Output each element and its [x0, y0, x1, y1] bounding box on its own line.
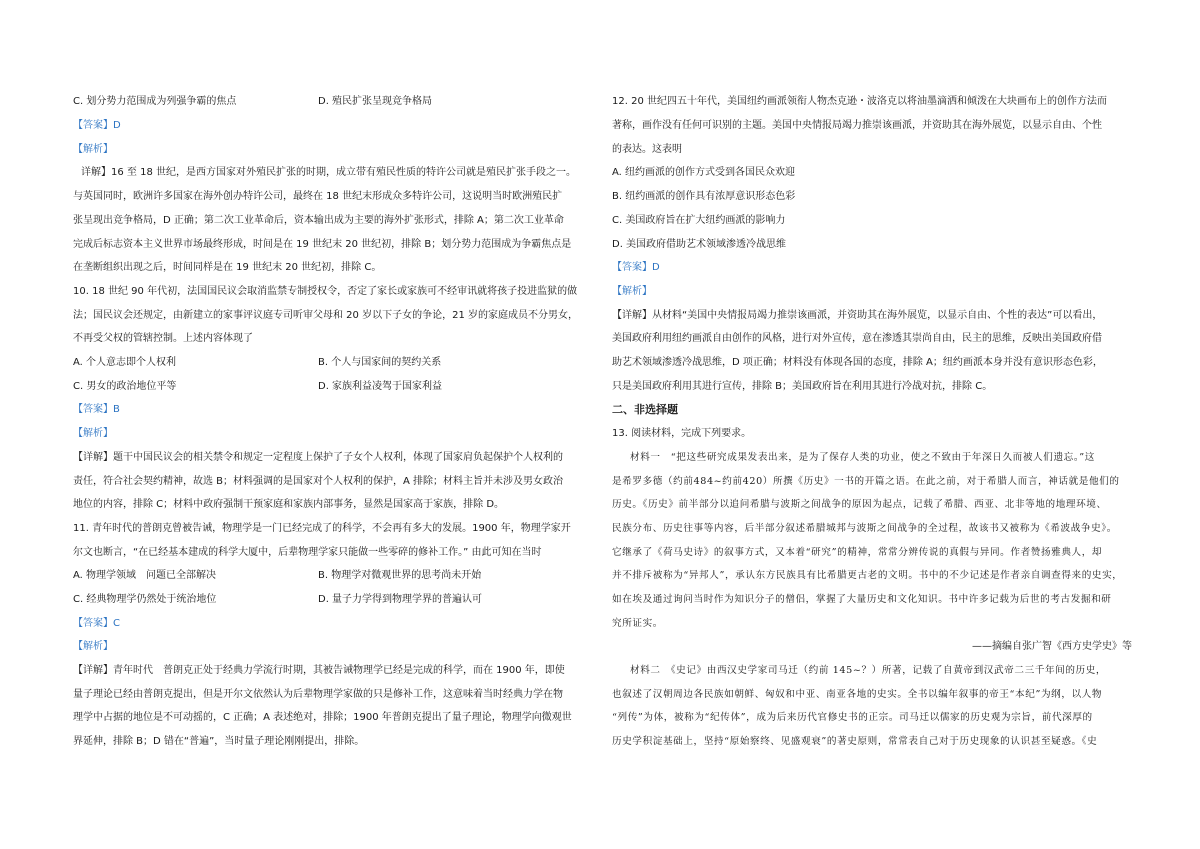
q10-option-d: D. 家族利益凌驾于国家利益: [318, 381, 443, 392]
material2-line: 也叙述了汉朝周边各民族如朝鲜、匈奴和中亚、南亚各地的史实。全书以编年叙事的帝王“本纪”为纲，以人物: [612, 689, 1103, 700]
q12-stem-line: 的表达。这表明: [612, 144, 682, 155]
material1-line: 历史。《历史》前半部分以追问希腊与波斯之间战争的原因为起点，记载了希腊、西亚、北非等地的地理环境、: [612, 499, 1107, 510]
q10-stem-line: 不再受父权的管辖控制。上述内容体现了: [73, 333, 253, 344]
q9-option-c: C. 划分势力范围成为列强争霸的焦点: [73, 96, 237, 107]
q11-detail-line: 理学中占据的地位是不可动摇的，C 正确；A 表述绝对，排除；1900 年普朗克提出了量子理论，物理学向微观世: [73, 712, 572, 723]
q12-option-d: D. 美国政府借助艺术领域渗透冷战思维: [612, 239, 787, 250]
q9-detail-line: 与英国同时，欧洲许多国家在海外创办特许公司，最终在 18 世纪末形成众多特许公司，这说明当时欧洲殖民扩: [73, 191, 563, 202]
q10-option-c: C. 男女的政治地位平等: [73, 381, 177, 392]
q10-analysis-tag: 【解析】: [73, 428, 113, 439]
q10-stem-line: 法；国民议会还规定，由新建立的家事评议庭专司听审父母和 20 岁以下子女的争论，21 岁的家庭成员不分男女，: [73, 310, 578, 321]
q11-option-d: D. 量子力学得到物理学界的普遍认可: [318, 594, 483, 605]
q9-detail-line: 在垄断组织出现之后，时间同样是在 19 世纪末 20 世纪初，排除 C。: [73, 262, 382, 273]
q9-detail-line: 完成后标志资本主义世界市场最终形成，时间是在 19 世纪末 20 世纪初，排除 B；划分势力范围成为争霸焦点是: [73, 239, 572, 250]
material1-line: 并不排斥被称为“异邦人”，承认东方民族具有比希腊更古老的文明。书中的不少记述是作者亲自调查得来的史实，: [612, 570, 1123, 581]
q11-detail-line: 量子理论已经由普朗克提出，但是开尔文依然认为后辈物理学家做的只是修补工作，这意味着当时经典力学在物: [73, 689, 563, 700]
material2-line: 材料二 《史记》由西汉史学家司马迁（约前 145~？）所著，记载了自黄帝到汉武帝二三千年间的历史，: [630, 665, 1107, 676]
q11-stem-line: 尔文也断言，“在已经基本建成的科学大厦中，后辈物理学家只能做一些零碎的修补工作。” 由此可知在当时: [73, 547, 542, 558]
q12-detail-line: 【详解】从材料“美国中央情报局竭力推崇该画派，并资助其在海外展览，以显示自由、个性的表达”可以看出，: [612, 310, 1103, 321]
q11-answer: 【答案】C: [73, 618, 120, 629]
q12-stem-line: 著称，画作没有任何可识别的主题。美国中央情报局竭力推崇该画派，并资助其在海外展览，以显示自由、个性: [612, 120, 1102, 131]
section-title: 二、非选择题: [612, 403, 678, 416]
q10-option-a: A. 个人意志即个人权利: [73, 357, 177, 368]
q9-option-d: D. 殖民扩张呈现竞争格局: [318, 96, 433, 107]
material2-line: “列传”为体，被称为“纪传体”，成为后来历代官修史书的正宗。司马迁以儒家的历史观为宗旨，前代深厚的: [612, 712, 1093, 723]
q12-detail-line: 只是美国政府利用其进行宣传，排除 B；美国政府旨在利用其进行冷战对抗，排除 C。: [612, 381, 993, 392]
q9-answer: 【答案】D: [73, 120, 121, 131]
material1-source: ——摘编自张广智《西方史学史》等: [972, 641, 1132, 652]
q12-option-a: A. 纽约画派的创作方式受到各国民众欢迎: [612, 167, 796, 178]
q13-stem: 13. 阅读材料，完成下列要求。: [612, 428, 752, 439]
q11-option-c: C. 经典物理学仍然处于统治地位: [73, 594, 217, 605]
q12-detail-line: 助艺术领域渗透冷战思维，D 项正确；材料没有体现各国的态度，排除 A；纽约画派本身并没有意识形态色彩，: [612, 357, 1103, 368]
q12-answer: 【答案】D: [612, 262, 660, 273]
material1-line: 如在埃及通过询问当时作为知识分子的僧侣，掌握了大量历史和文化知识。书中许多记载为后世的考古发掘和研: [612, 594, 1112, 605]
q9-detail-line: 张呈现出竞争格局，D 正确；第二次工业革命后，资本输出成为主要的海外扩张形式，排除 A；第二次工业革命: [73, 215, 564, 226]
q11-analysis-tag: 【解析】: [73, 641, 113, 652]
q11-detail-line: 【详解】青年时代 普朗克正处于经典力学流行时期，其被告诫物理学已经是完成的科学，而在 1900 年，即使: [73, 665, 565, 676]
q12-option-b: B. 纽约画派的创作具有浓厚意识形态色彩: [612, 191, 796, 202]
q11-option-b: B. 物理学对微观世界的思考尚未开始: [318, 570, 482, 581]
q10-stem-line: 10. 18 世纪 90 年代初，法国国民议会取消监禁专制授权令，否定了家长或家族可不经审讯就将孩子投进监狱的做: [73, 286, 578, 297]
q11-option-a: A. 物理学领域 问题已全部解决: [73, 570, 217, 581]
q9-detail-line: 详解】16 至 18 世纪，是西方国家对外殖民扩张的时期，成立带有殖民性质的特许公司就是殖民扩张手段之一。: [81, 167, 576, 178]
q12-stem-line: 12. 20 世纪四五十年代，美国纽约画派领衔人物杰克逊・波洛克以将油墨滴洒和倾泼在大块画布上的创作方法而: [612, 96, 1107, 107]
q12-analysis-tag: 【解析】: [612, 286, 652, 297]
material1-line: 是希罗多德（约前484~约前420）所撰《历史》一书的开篇之语。在此之前，对于希腊人而言，神话就是他们的: [612, 476, 1120, 487]
q10-option-b: B. 个人与国家间的契约关系: [318, 357, 442, 368]
q10-detail-line: 责任，符合社会契约精神，故选 B；材料强调的是国家对个人权利的保护，A 排除；材料主旨并未涉及男女政治: [73, 476, 564, 487]
q10-answer: 【答案】B: [73, 404, 120, 415]
material2-line: 历史学积淀基础上，坚持“原始察终、见盛观衰”的著史原则，常常表自己对于历史现象的认识甚至疑惑。《史: [612, 736, 1098, 747]
q12-detail-line: 美国政府利用纽约画派自由创作的风格，进行对外宣传，意在渗透其崇尚自由，民主的思维，反映出美国政府借: [612, 333, 1102, 344]
q12-option-c: C. 美国政府旨在扩大纽约画派的影响力: [612, 215, 786, 226]
q10-detail-line: 地位的内容，排除 C；材料中政府强制干预家庭和家族内部事务，显然是国家高于家族，排除 D。: [73, 499, 505, 510]
material1-line: 民族分布、历史往事等内容，后半部分叙述希腊城邦与波斯之间战争的全过程，故该书又被称为《希波战争史》。: [612, 523, 1117, 534]
q10-detail-line: 【详解】题干中国民议会的相关禁令和规定一定程度上保护了子女个人权利，体现了国家肩负起保护个人权利的: [73, 452, 563, 463]
material1-line: 材料一 “把这些研究成果发表出来，是为了保存人类的功业，使之不致由于年深日久而被人们遗忘。”这: [630, 452, 1095, 463]
q11-stem-line: 11. 青年时代的普朗克曾被告诫，物理学是一门已经完成了的科学，不会再有多大的发展。1900 年，物理学家开: [73, 523, 571, 534]
q11-detail-line: 界延伸，排除 B；D 错在“普遍”，当时量子理论刚刚提出，排除。: [73, 736, 365, 747]
material1-line: 它继承了《荷马史诗》的叙事方式，又本着“研究”的精神，常常分辨传说的真假与异同。作者赞扬雅典人，却: [612, 547, 1103, 558]
material1-line: 究所证实。: [612, 618, 663, 629]
q9-analysis-tag: 【解析】: [73, 144, 113, 155]
